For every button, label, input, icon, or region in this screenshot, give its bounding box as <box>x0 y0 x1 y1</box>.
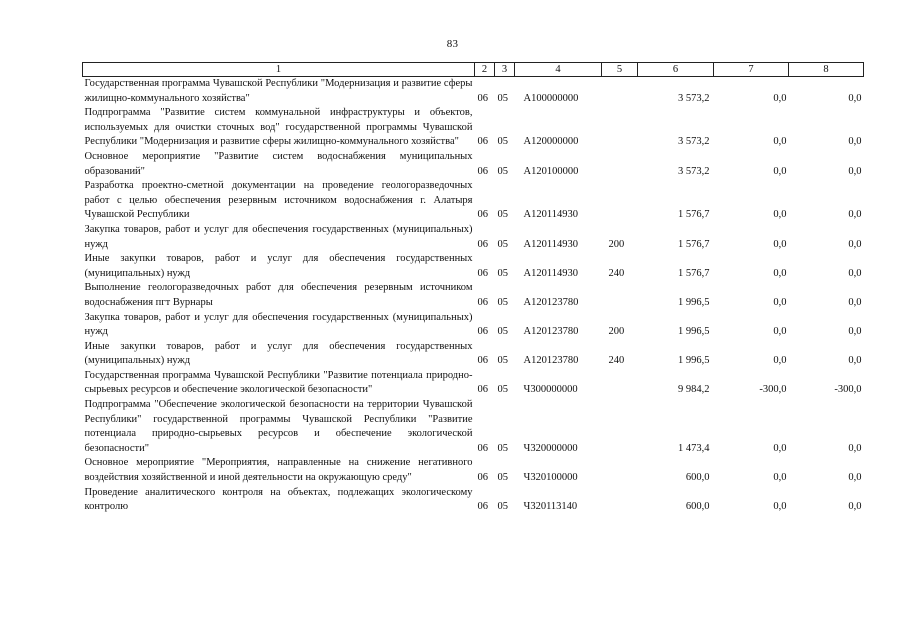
row-name: Выполнение геологоразведочных работ для обеспечения резервным источником водоснабжения пгт Вурнары <box>84 282 473 308</box>
row-change-1: 0,0 <box>773 296 787 308</box>
row-amount: 1 473,4 <box>678 442 710 454</box>
row-amount: 1 996,5 <box>678 355 710 367</box>
row-amount: 3 573,2 <box>678 136 710 148</box>
row-section: 06 <box>477 92 488 104</box>
row-target-article: Ч300000000 <box>523 384 578 396</box>
row-expense-type <box>602 486 638 515</box>
row-change-2: 0,0 <box>848 326 862 338</box>
table-row <box>83 179 864 223</box>
row-section: 06 <box>477 355 488 367</box>
row-subsection: 05 <box>497 267 508 279</box>
row-name: Закупка товаров, работ и услуг для обеспечения государственных (муниципальных) нужд <box>84 223 473 250</box>
row-name: Иные закупки товаров, работ и услуг для обеспечения государственных (муниципальных) нужд <box>84 340 473 367</box>
row-change-2: 0,0 <box>848 238 862 250</box>
row-amount: 3 573,2 <box>678 165 710 177</box>
row-target-article: А120123780 <box>523 326 579 338</box>
row-name: Разработка проектно-сметной документации на проведение геологоразведочных работ с целью обеспечения резервным источником водоснабжения г. Алатыря Чувашской Республики <box>84 180 473 221</box>
header-col-4: 4 <box>515 63 602 77</box>
row-subsection: 05 <box>497 355 508 367</box>
row-section: 06 <box>477 326 488 338</box>
row-expense-type: 240 <box>608 355 625 367</box>
row-expense-type: 200 <box>608 238 625 250</box>
row-target-article: А120123780 <box>523 296 579 308</box>
table-row <box>83 106 864 150</box>
row-amount: 9 984,2 <box>678 384 710 396</box>
row-subsection: 05 <box>497 442 508 454</box>
header-col-6: 6 <box>638 63 714 77</box>
table-row <box>83 150 864 179</box>
row-target-article: А120000000 <box>523 136 579 148</box>
row-change-1: 0,0 <box>773 472 787 484</box>
row-expense-type <box>602 179 638 223</box>
budget-table <box>82 62 864 515</box>
row-target-article: А120114930 <box>523 209 578 221</box>
row-amount: 1 996,5 <box>678 296 710 308</box>
row-target-article: А120114930 <box>523 238 578 250</box>
row-amount: 1 576,7 <box>678 238 710 250</box>
row-expense-type <box>602 369 638 398</box>
table-row <box>83 369 864 398</box>
row-change-1: 0,0 <box>773 326 787 338</box>
row-change-1: 0,0 <box>773 355 787 367</box>
row-name: Основное мероприятие "Развитие систем водоснабжения муниципальных образований" <box>84 150 473 177</box>
row-subsection: 05 <box>497 165 508 177</box>
row-change-1: 0,0 <box>773 238 787 250</box>
row-section: 06 <box>477 165 488 177</box>
header-col-7: 7 <box>714 63 789 77</box>
row-change-2: 0,0 <box>848 136 862 148</box>
row-change-2: 0,0 <box>848 267 862 279</box>
row-target-article: Ч320000000 <box>523 442 578 454</box>
row-name: Закупка товаров, работ и услуг для обеспечения государственных (муниципальных) нужд <box>84 311 473 338</box>
row-section: 06 <box>477 267 488 279</box>
table-row <box>83 340 864 369</box>
row-change-1: 0,0 <box>773 209 787 221</box>
row-expense-type <box>602 150 638 179</box>
page-number: 83 <box>446 38 459 50</box>
row-name: Подпрограмма "Обеспечение экологической безопасности на территории Чувашской Республики" государственной программы Чувашской Республики "Развитие потенциала природно-сырьевых ресурсов и обеспечение экологической безопасности" <box>84 399 473 454</box>
row-target-article: А120100000 <box>523 165 579 177</box>
row-amount: 600,0 <box>685 501 710 513</box>
row-target-article: Ч320100000 <box>523 472 578 484</box>
row-amount: 1 996,5 <box>678 326 710 338</box>
header-col-2: 2 <box>475 63 495 77</box>
row-change-2: 0,0 <box>848 165 862 177</box>
row-subsection: 05 <box>497 136 508 148</box>
row-name: Основное мероприятие "Мероприятия, направленные на снижение негативного воздействия хозяйственной и иной деятельности на окружающую среду" <box>84 457 473 484</box>
row-subsection: 05 <box>497 326 508 338</box>
row-change-2: 0,0 <box>848 92 862 104</box>
row-change-1: 0,0 <box>773 442 787 454</box>
row-change-1: 0,0 <box>773 501 787 513</box>
table-row <box>83 456 864 485</box>
row-amount: 1 576,7 <box>678 209 710 221</box>
row-subsection: 05 <box>497 296 508 308</box>
table-row <box>83 77 864 107</box>
table-row <box>83 281 864 310</box>
row-target-article: Ч320113140 <box>523 501 578 513</box>
row-change-2: -300,0 <box>834 384 862 396</box>
row-section: 06 <box>477 472 488 484</box>
row-target-article: А120114930 <box>523 267 578 279</box>
row-expense-type: 200 <box>608 326 625 338</box>
header-col-1: 1 <box>83 63 475 77</box>
row-expense-type <box>602 281 638 310</box>
row-amount: 600,0 <box>685 472 710 484</box>
row-target-article: А100000000 <box>523 92 579 104</box>
row-change-1: -300,0 <box>759 384 787 396</box>
table-row <box>83 252 864 281</box>
row-change-1: 0,0 <box>773 165 787 177</box>
table-row <box>83 223 864 252</box>
row-amount: 3 573,2 <box>678 92 710 104</box>
row-change-2: 0,0 <box>848 296 862 308</box>
row-expense-type <box>602 77 638 107</box>
row-section: 06 <box>477 136 488 148</box>
row-subsection: 05 <box>497 384 508 396</box>
row-subsection: 05 <box>497 238 508 250</box>
row-subsection: 05 <box>497 92 508 104</box>
table-row <box>83 311 864 340</box>
row-expense-type <box>602 398 638 456</box>
row-section: 06 <box>477 384 488 396</box>
header-col-5: 5 <box>602 63 638 77</box>
header-col-8: 8 <box>789 63 864 77</box>
row-section: 06 <box>477 209 488 221</box>
row-change-2: 0,0 <box>848 472 862 484</box>
row-change-2: 0,0 <box>848 355 862 367</box>
row-name: Государственная программа Чувашской Республики "Развитие потенциала природно-сырьевых ресурсов и обеспечение экологической безопасности" <box>84 369 473 396</box>
row-amount: 1 576,7 <box>678 267 710 279</box>
row-section: 06 <box>477 501 488 513</box>
row-expense-type: 240 <box>608 267 625 279</box>
row-name: Иные закупки товаров, работ и услуг для обеспечения государственных (муниципальных) нужд <box>84 253 473 279</box>
row-change-1: 0,0 <box>773 267 787 279</box>
row-change-2: 0,0 <box>848 209 862 221</box>
row-change-1: 0,0 <box>773 136 787 148</box>
row-change-2: 0,0 <box>848 501 862 513</box>
header-row <box>83 63 864 77</box>
table-row <box>83 486 864 515</box>
row-expense-type <box>602 106 638 150</box>
row-section: 06 <box>477 238 488 250</box>
row-name: Государственная программа Чувашской Республики "Модернизация и развитие сферы жилищно-коммунального хозяйства" <box>84 78 473 104</box>
row-subsection: 05 <box>497 472 508 484</box>
row-subsection: 05 <box>497 501 508 513</box>
row-section: 06 <box>477 296 488 308</box>
row-change-2: 0,0 <box>848 442 862 454</box>
row-target-article: А120123780 <box>523 355 579 367</box>
row-change-1: 0,0 <box>773 92 787 104</box>
row-section: 06 <box>477 442 488 454</box>
table-header <box>83 63 864 77</box>
table-row <box>83 398 864 456</box>
row-name: Подпрограмма "Развитие систем коммунальной инфраструктуры и объектов, используемых для очистки сточных вод" государственной программы Чувашской Республики "Модернизация и развитие сферы жилищно-коммунального хозяйства" <box>84 107 473 148</box>
row-subsection: 05 <box>497 209 508 221</box>
header-col-3: 3 <box>495 63 515 77</box>
row-name: Проведение аналитического контроля на объектах, подлежащих экологическому контролю <box>84 486 473 513</box>
row-expense-type <box>602 456 638 485</box>
table-body <box>83 77 864 515</box>
